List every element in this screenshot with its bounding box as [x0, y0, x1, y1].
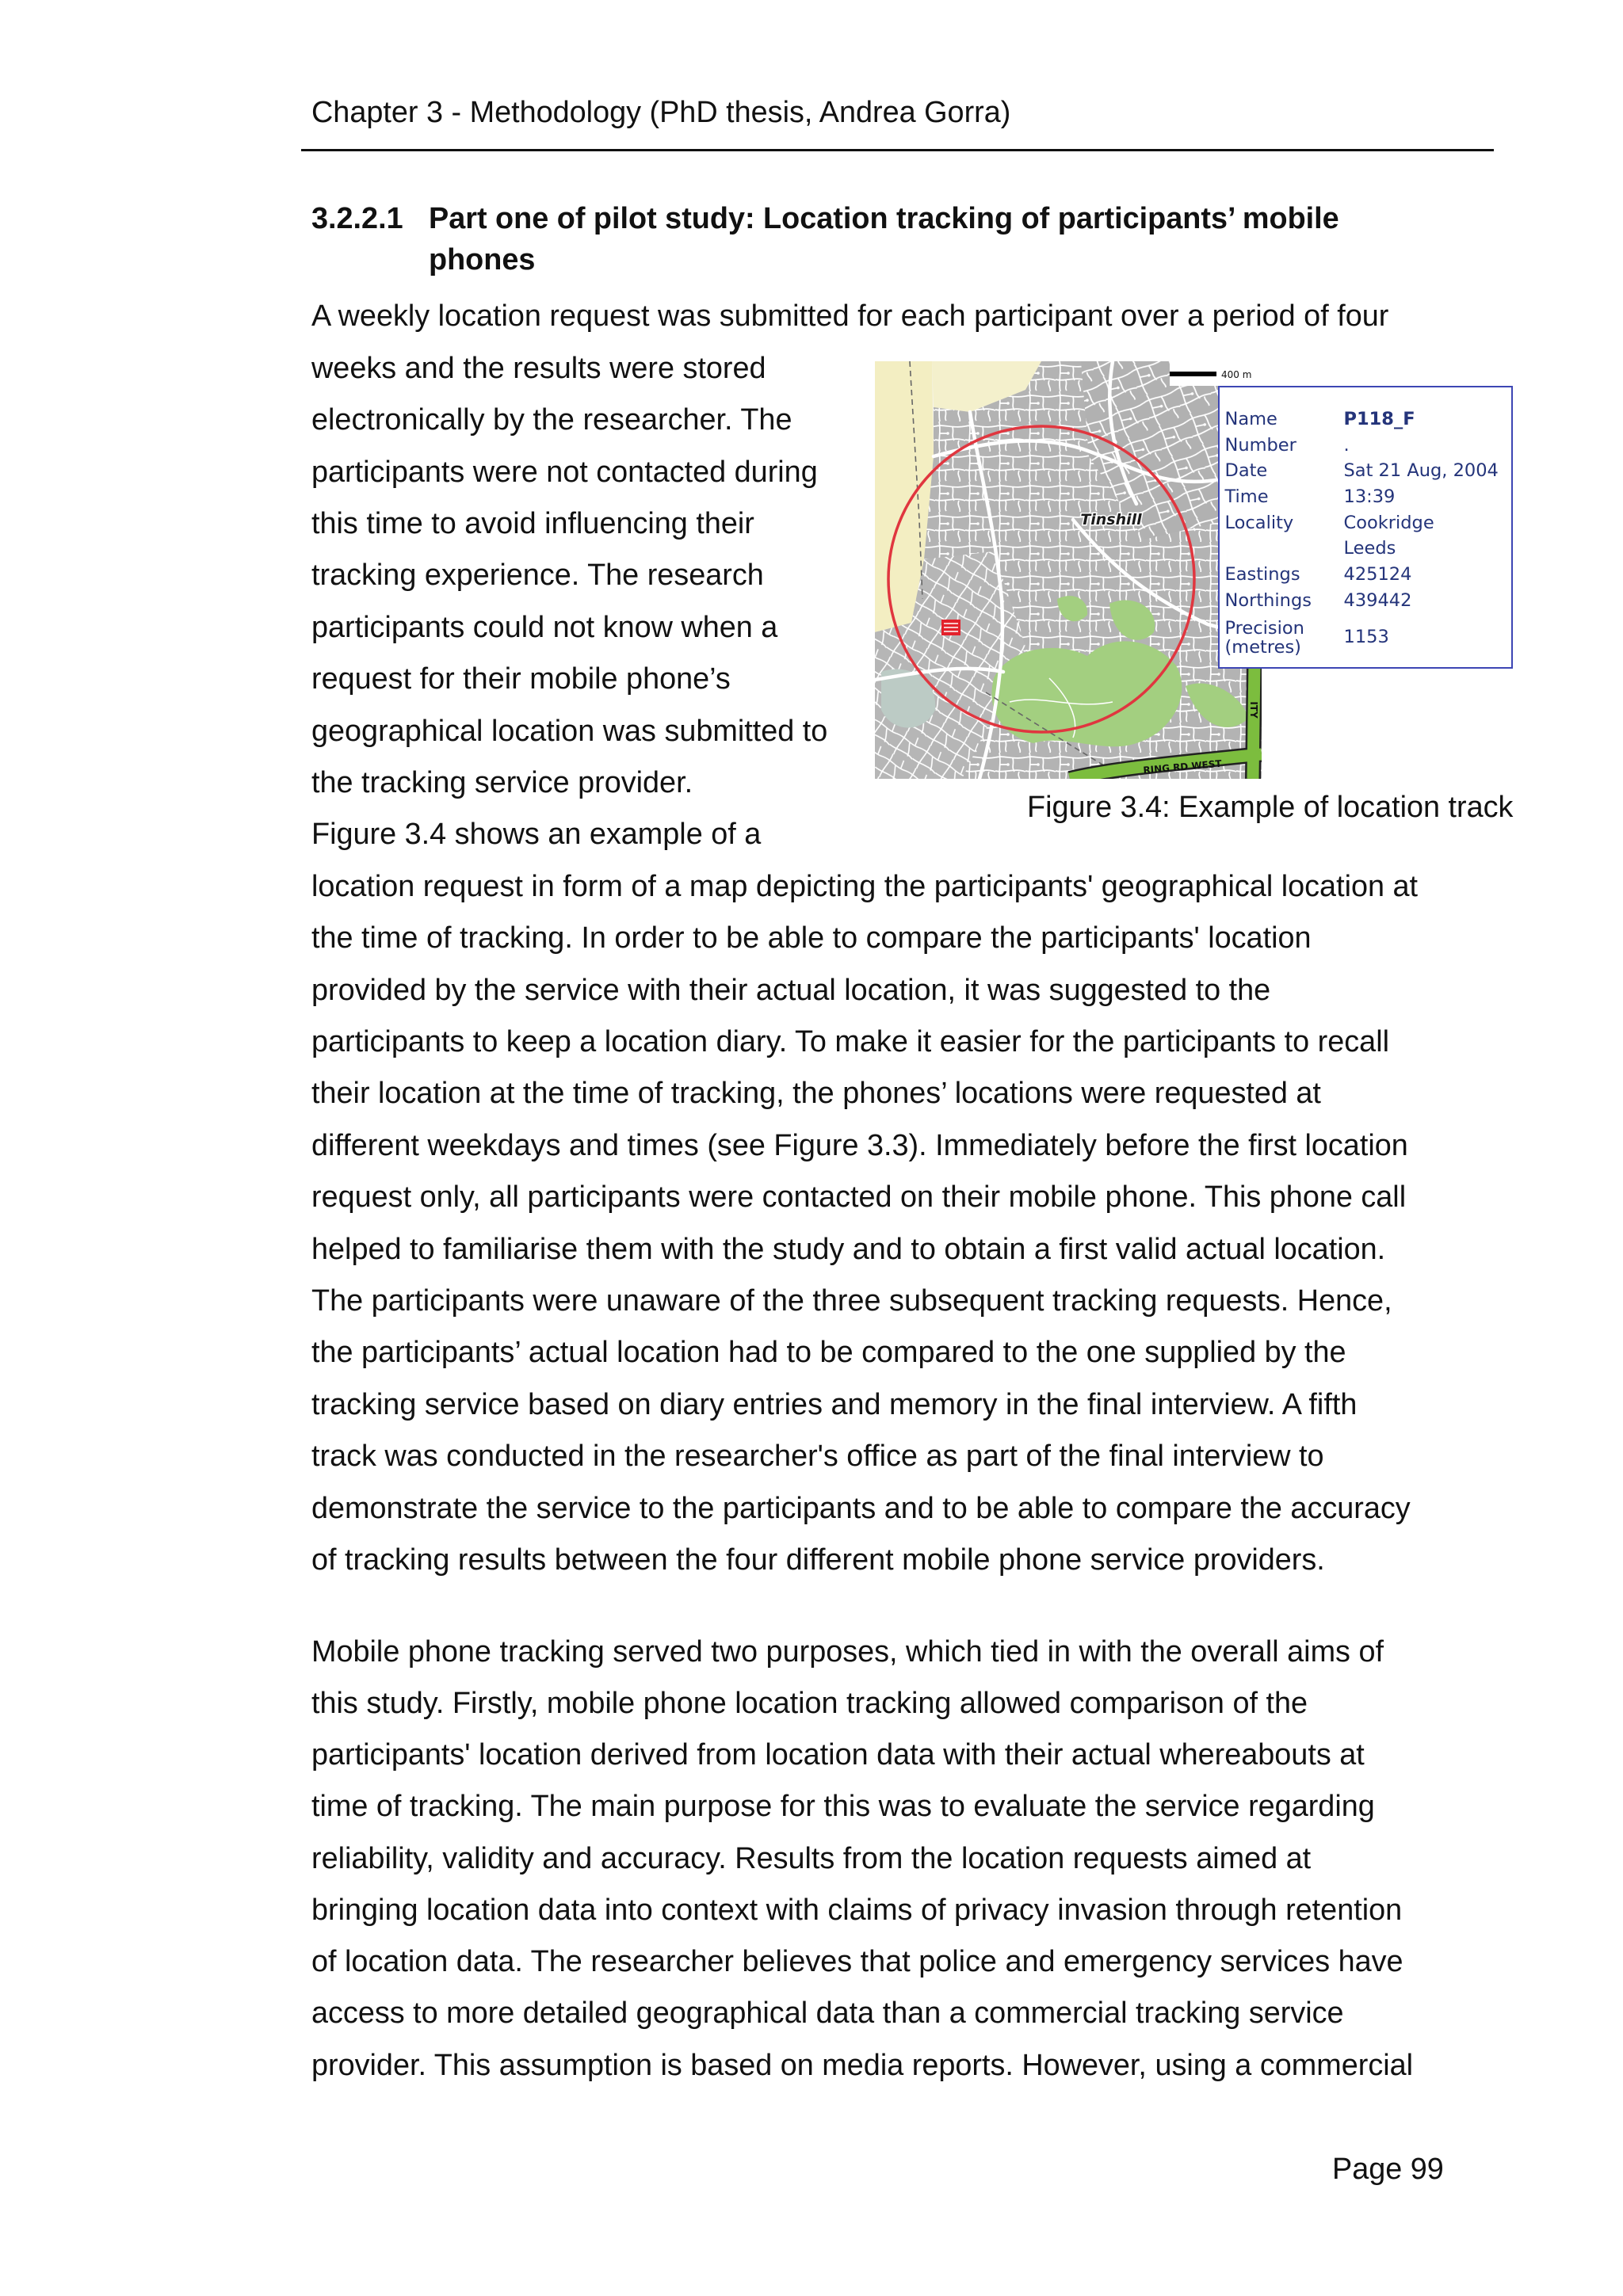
- precision-label-unit: (metres): [1224, 636, 1301, 658]
- detail-label: Northings: [1224, 589, 1312, 611]
- body-text-line: weeks and the results were stored: [311, 351, 766, 385]
- running-header: Chapter 3 - Methodology (PhD thesis, Andrea Gorra): [311, 96, 1011, 129]
- detail-row-locality-city: [1225, 536, 1499, 562]
- body-text-line: Figure 3.4 shows an example of a: [311, 818, 762, 852]
- body-text-line: bringing location data into context with claims of privacy invasion through retention: [311, 1893, 1403, 1927]
- detail-value: 439442: [1343, 589, 1412, 611]
- body-text-line: the tracking service provider.: [311, 765, 693, 799]
- body-text-line: provider. This assumption is based on media reports. However, using a commercial: [311, 2048, 1414, 2082]
- section-title: Part one of pilot study: Location tracking of participants’ mobile: [429, 202, 1339, 235]
- railway-station-icon: [941, 620, 960, 635]
- ring-road-label: RING RD WEST: [1142, 757, 1223, 776]
- precision-label: [1225, 619, 1304, 657]
- detail-row-number: [1225, 433, 1499, 459]
- body-text-line: participants' location derived from location data with their actual whereabouts at: [311, 1738, 1365, 1772]
- detail-row-northings: [1225, 588, 1499, 614]
- body-text-line: A weekly location request was submitted for each participant over a period of four: [311, 299, 1389, 334]
- detail-label: Locality: [1224, 512, 1294, 533]
- body-text-line: this time to avoid influencing their: [311, 506, 754, 540]
- body-paragraph: [311, 1627, 1413, 2092]
- place-label: Tinshill: [1080, 511, 1142, 528]
- section-title-continued: phones: [429, 243, 536, 277]
- detail-label: [1225, 536, 1344, 562]
- header-divider: [301, 149, 1494, 151]
- detail-value: 13:39: [1343, 486, 1396, 508]
- details-rows: [1225, 406, 1499, 614]
- page-number: Page 99: [1332, 2153, 1444, 2186]
- precision-value: 1153: [1343, 626, 1389, 647]
- body-text-line: participants to keep a location diary. To make it easier for the participants to recall: [311, 1024, 1389, 1058]
- detail-row-name: [1225, 406, 1499, 433]
- body-text-line: their location at the time of tracking, the phones’ locations were requested at: [311, 1077, 1321, 1111]
- body-text-line: reliability, validity and accuracy. Results from the location requests aimed at: [311, 1841, 1312, 1875]
- detail-row-time: [1225, 484, 1499, 510]
- body-text-line: the participants’ actual location had to be compared to the one supplied by the: [311, 1336, 1346, 1370]
- body-text-line: geographical location was submitted to: [311, 714, 828, 748]
- detail-value: Cookridge: [1343, 512, 1434, 533]
- detail-value: 425124: [1343, 564, 1412, 585]
- body-text-line: electronically by the researcher. The: [311, 403, 792, 437]
- scale-bar: [1170, 372, 1216, 376]
- detail-value: .: [1343, 434, 1350, 456]
- detail-label: Date: [1224, 460, 1268, 482]
- body-text-line: tracking service based on diary entries and memory in the final interview. A fifth: [311, 1387, 1358, 1421]
- side-road: [1253, 662, 1254, 779]
- precision-label-line: Precision: [1224, 617, 1304, 639]
- side-road-label: ITY: [1248, 701, 1259, 719]
- body-text-line: participants were not contacted during: [311, 455, 818, 489]
- detail-value: Leeds: [1343, 538, 1396, 559]
- detail-row-date: [1225, 458, 1499, 484]
- body-text-line: the time of tracking. In order to be able to compare the participants' location: [311, 921, 1312, 955]
- detail-label: Time: [1224, 486, 1269, 508]
- body-text-line: provided by the service with their actual location, it was suggested to the: [311, 973, 1271, 1007]
- body-text-line: request for their mobile phone’s: [311, 662, 731, 696]
- detail-value: P118_F: [1343, 409, 1415, 429]
- body-text-line: different weekdays and times (see Figure 3.3). Immediately before the first location: [311, 1128, 1408, 1162]
- section-number: 3.2.2.1: [311, 202, 403, 235]
- body-text-line: time of tracking. The main purpose for this was to evaluate the service regarding: [311, 1790, 1375, 1824]
- body-text-line: participants could not know when a: [311, 610, 778, 644]
- body-text-line: The participants were unaware of the three subsequent tracking requests. Hence,: [311, 1284, 1392, 1318]
- detail-label: Name: [1224, 409, 1277, 429]
- body-text-line: access to more detailed geographical data than a commercial tracking service: [311, 1997, 1344, 2031]
- location-details-panel: [1218, 386, 1513, 669]
- body-text-line: of tracking results between the four different mobile phone service providers.: [311, 1543, 1325, 1577]
- body-text-line: of location data. The researcher believes that police and emergency services have: [311, 1945, 1403, 1978]
- figure-caption: Figure 3.4: Example of location track: [1027, 791, 1514, 824]
- detail-label: Eastings: [1224, 564, 1300, 585]
- body-text-line: location request in form of a map depicting the participants' geographical location at: [311, 869, 1419, 903]
- body-text-line: tracking experience. The research: [311, 559, 764, 593]
- body-text-line: demonstrate the service to the participants and to be able to compare the accuracy: [311, 1491, 1411, 1525]
- detail-row-eastings: [1225, 562, 1499, 588]
- detail-row-locality: [1225, 510, 1499, 536]
- body-text-line: Mobile phone tracking served two purposes, which tied in with the overall aims of: [311, 1634, 1384, 1669]
- location-map: [875, 361, 1262, 779]
- detail-label: Number: [1224, 434, 1296, 456]
- body-text-line: helped to familiarise them with the study and to obtain a first valid actual location.: [311, 1232, 1386, 1266]
- scale-label: 400 m: [1221, 369, 1252, 380]
- body-text-line: track was conducted in the researcher's office as part of the final interview to: [311, 1440, 1324, 1474]
- body-text-line: request only, all participants were contacted on their mobile phone. This phone call: [311, 1180, 1407, 1215]
- body-text-line: this study. Firstly, mobile phone location tracking allowed comparison of the: [311, 1686, 1308, 1720]
- detail-value: Sat 21 Aug, 2004: [1343, 460, 1499, 482]
